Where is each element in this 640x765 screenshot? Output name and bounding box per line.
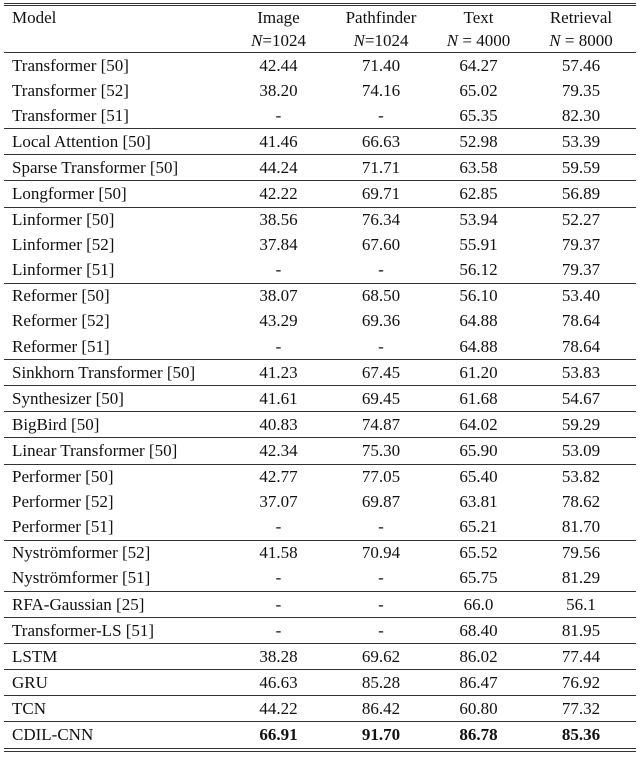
table-row xyxy=(4,515,636,541)
n-symbol: N xyxy=(549,30,561,50)
pathfinder-cell: 77.05 xyxy=(361,467,401,487)
retrieval-cell: 53.83 xyxy=(526,360,636,386)
retrieval-cell: 78.62 xyxy=(561,492,601,512)
row-group xyxy=(4,438,636,464)
n-value: = 4000 xyxy=(458,30,511,50)
retrieval-cell: 79.56 xyxy=(561,543,601,563)
pathfinder-cell: - xyxy=(331,566,431,592)
table-row xyxy=(4,181,636,207)
row-group xyxy=(4,129,636,155)
image-cell: 66.91 xyxy=(226,722,331,750)
model-cell: CDIL-CNN xyxy=(4,722,226,750)
image-cell: - xyxy=(226,258,331,284)
pathfinder-cell: 69.71 xyxy=(331,181,431,207)
image-cell: 41.23 xyxy=(226,360,331,386)
header-retrieval-n xyxy=(526,29,636,53)
image-cell: 38.07 xyxy=(259,286,298,306)
retrieval-cell: 56.89 xyxy=(526,181,636,207)
header-retrieval: Retrieval xyxy=(549,7,613,27)
pathfinder-cell: 71.40 xyxy=(361,55,401,75)
model-cell: Local Attention [50] xyxy=(4,129,226,155)
text-cell: 56.12 xyxy=(431,258,526,284)
text-cell: 61.20 xyxy=(431,360,526,386)
n-symbol: N xyxy=(446,30,459,50)
retrieval-cell: 81.95 xyxy=(526,618,636,644)
model-cell: Performer [50] xyxy=(12,467,114,487)
results-table xyxy=(4,3,636,752)
text-cell: 61.68 xyxy=(431,386,526,412)
table-row xyxy=(4,155,636,181)
retrieval-cell: 79.37 xyxy=(561,235,601,255)
pathfinder-cell: - xyxy=(331,515,431,541)
pathfinder-cell: - xyxy=(331,258,431,284)
image-cell: - xyxy=(226,566,331,592)
pathfinder-cell: 74.16 xyxy=(361,80,401,100)
retrieval-cell: 77.32 xyxy=(526,696,636,722)
table-row xyxy=(4,696,636,722)
model-cell: Nyströmformer [52] xyxy=(12,543,151,563)
retrieval-cell: 79.37 xyxy=(526,258,636,284)
model-cell: Transformer [50] xyxy=(12,55,129,75)
pathfinder-cell: 66.63 xyxy=(331,129,431,155)
retrieval-cell: 78.64 xyxy=(561,311,601,331)
text-cell: 65.90 xyxy=(431,438,526,464)
model-cell: Reformer [51] xyxy=(4,334,226,360)
row-group xyxy=(4,618,636,644)
image-cell: 38.56 xyxy=(259,210,298,230)
text-cell: 64.88 xyxy=(459,311,498,331)
image-cell: - xyxy=(226,515,331,541)
text-cell: 64.27 xyxy=(459,55,498,75)
table-row xyxy=(4,283,636,309)
image-cell: 41.46 xyxy=(226,129,331,155)
image-cell: - xyxy=(226,103,331,129)
table-row xyxy=(4,78,636,103)
image-cell: 42.44 xyxy=(259,55,298,75)
model-cell: Synthesizer [50] xyxy=(4,386,226,412)
text-cell: 65.02 xyxy=(459,80,498,100)
row-group xyxy=(4,644,636,670)
table-row xyxy=(4,386,636,412)
table-row xyxy=(4,644,636,670)
table-row xyxy=(4,464,636,490)
table-row xyxy=(4,591,636,617)
pathfinder-cell: 76.34 xyxy=(361,210,401,230)
image-cell: 44.22 xyxy=(226,696,331,722)
pathfinder-cell: - xyxy=(331,618,431,644)
model-cell: RFA-Gaussian [25] xyxy=(4,591,226,617)
image-cell: 43.29 xyxy=(259,311,298,331)
header-pathfinder-n xyxy=(331,29,431,53)
text-cell: 64.88 xyxy=(431,334,526,360)
pathfinder-cell: - xyxy=(331,103,431,129)
retrieval-cell: 52.27 xyxy=(561,210,601,230)
pathfinder-cell: 69.45 xyxy=(331,386,431,412)
text-cell: 66.0 xyxy=(431,591,526,617)
text-cell: 68.40 xyxy=(431,618,526,644)
row-group xyxy=(4,207,636,283)
image-cell: 38.20 xyxy=(259,80,298,100)
model-cell: LSTM xyxy=(4,644,226,670)
text-cell: 52.98 xyxy=(431,129,526,155)
table-row xyxy=(4,670,636,696)
n-value: =1024 xyxy=(262,30,306,50)
header-image-n xyxy=(226,29,331,53)
text-cell: 60.80 xyxy=(431,696,526,722)
text-cell: 65.21 xyxy=(431,515,526,541)
retrieval-cell: 57.46 xyxy=(561,55,601,75)
table-row xyxy=(4,233,636,258)
row-group xyxy=(4,53,636,129)
text-cell: 65.52 xyxy=(459,543,498,563)
image-cell: 42.77 xyxy=(259,467,298,487)
text-cell: 63.58 xyxy=(431,155,526,181)
retrieval-cell: 82.30 xyxy=(526,103,636,129)
header-model: Model xyxy=(12,7,57,27)
table-row xyxy=(4,618,636,644)
retrieval-cell: 53.40 xyxy=(561,286,601,306)
table-row xyxy=(4,258,636,284)
text-cell: 86.02 xyxy=(431,644,526,670)
row-group xyxy=(4,181,636,207)
model-cell: Linformer [52] xyxy=(12,235,115,255)
header-blank xyxy=(4,29,226,53)
image-cell: 42.34 xyxy=(226,438,331,464)
retrieval-cell: 81.70 xyxy=(526,515,636,541)
image-cell: 41.58 xyxy=(259,543,298,563)
image-cell: 37.84 xyxy=(259,235,298,255)
image-cell: - xyxy=(226,591,331,617)
n-symbol: N xyxy=(353,30,365,50)
header-pathfinder: Pathfinder xyxy=(345,7,417,27)
retrieval-cell: 79.35 xyxy=(561,80,601,100)
retrieval-cell: 81.29 xyxy=(526,566,636,592)
model-cell: Sparse Transformer [50] xyxy=(4,155,226,181)
row-group xyxy=(4,464,636,540)
row-group xyxy=(4,591,636,617)
image-cell: 41.61 xyxy=(226,386,331,412)
image-cell: 40.83 xyxy=(226,412,331,438)
table-row xyxy=(4,360,636,386)
retrieval-cell: 77.44 xyxy=(526,644,636,670)
image-cell: 38.28 xyxy=(226,644,331,670)
row-group xyxy=(4,155,636,181)
model-cell: BigBird [50] xyxy=(4,412,226,438)
retrieval-cell: 59.29 xyxy=(526,412,636,438)
row-group xyxy=(4,670,636,696)
header-image: Image xyxy=(257,7,300,27)
table-row xyxy=(4,53,636,79)
image-cell: 46.63 xyxy=(226,670,331,696)
n-value: =1024 xyxy=(364,30,409,50)
model-cell: Transformer [52] xyxy=(12,80,129,100)
table-row xyxy=(4,103,636,129)
text-cell: 65.35 xyxy=(431,103,526,129)
pathfinder-cell: 75.30 xyxy=(331,438,431,464)
model-cell: Performer [51] xyxy=(4,515,226,541)
table-row xyxy=(4,129,636,155)
pathfinder-cell: 67.45 xyxy=(331,360,431,386)
pathfinder-cell: 69.62 xyxy=(331,644,431,670)
pathfinder-cell: 68.50 xyxy=(361,286,401,306)
retrieval-cell: 53.39 xyxy=(526,129,636,155)
pathfinder-cell: 85.28 xyxy=(331,670,431,696)
table-row xyxy=(4,412,636,438)
pathfinder-cell: - xyxy=(331,334,431,360)
row-group xyxy=(4,386,636,412)
text-cell: 64.02 xyxy=(431,412,526,438)
text-cell: 86.78 xyxy=(431,722,526,750)
retrieval-cell: 76.92 xyxy=(526,670,636,696)
model-cell: Linear Transformer [50] xyxy=(4,438,226,464)
table-row xyxy=(4,490,636,515)
retrieval-cell: 54.67 xyxy=(526,386,636,412)
image-cell: 42.22 xyxy=(226,181,331,207)
retrieval-cell: 53.09 xyxy=(526,438,636,464)
table-row xyxy=(4,722,636,750)
model-cell: Sinkhorn Transformer [50] xyxy=(4,360,226,386)
table-row xyxy=(4,309,636,334)
model-cell: Linformer [50] xyxy=(12,210,115,230)
header-text-n xyxy=(431,29,526,53)
model-cell: TCN xyxy=(4,696,226,722)
model-cell: Reformer [52] xyxy=(12,311,110,331)
image-cell: 44.24 xyxy=(226,155,331,181)
pathfinder-cell: 67.60 xyxy=(361,235,401,255)
pathfinder-cell: 91.70 xyxy=(331,722,431,750)
row-group xyxy=(4,540,636,591)
model-cell: Reformer [50] xyxy=(12,286,110,306)
text-cell: 86.47 xyxy=(431,670,526,696)
row-group xyxy=(4,722,636,750)
pathfinder-cell: 70.94 xyxy=(361,543,401,563)
retrieval-cell: 59.59 xyxy=(526,155,636,181)
row-group xyxy=(4,412,636,438)
text-cell: 53.94 xyxy=(459,210,498,230)
text-cell: 55.91 xyxy=(459,235,498,255)
text-cell: 65.40 xyxy=(459,467,498,487)
retrieval-cell: 78.64 xyxy=(526,334,636,360)
model-cell: Transformer-LS [51] xyxy=(4,618,226,644)
model-cell: Linformer [51] xyxy=(4,258,226,284)
pathfinder-cell: 71.71 xyxy=(331,155,431,181)
table-row xyxy=(4,540,636,566)
text-cell: 62.85 xyxy=(431,181,526,207)
pathfinder-cell: 69.87 xyxy=(361,492,401,512)
table-row xyxy=(4,566,636,592)
model-cell: Longformer [50] xyxy=(4,181,226,207)
text-cell: 56.10 xyxy=(459,286,498,306)
pathfinder-cell: - xyxy=(331,591,431,617)
text-cell: 65.75 xyxy=(431,566,526,592)
n-symbol: N xyxy=(251,30,263,50)
retrieval-cell: 56.1 xyxy=(526,591,636,617)
pathfinder-cell: 86.42 xyxy=(331,696,431,722)
retrieval-cell: 53.82 xyxy=(561,467,601,487)
header-text: Text xyxy=(463,7,494,27)
model-cell: Transformer [51] xyxy=(4,103,226,129)
image-cell: - xyxy=(226,334,331,360)
row-group xyxy=(4,696,636,722)
table-row xyxy=(4,207,636,233)
table-row xyxy=(4,334,636,360)
row-group xyxy=(4,283,636,359)
image-cell: - xyxy=(226,618,331,644)
model-cell: Nyströmformer [51] xyxy=(4,566,226,592)
pathfinder-cell: 69.36 xyxy=(361,311,401,331)
pathfinder-cell: 74.87 xyxy=(331,412,431,438)
n-value: = 8000 xyxy=(560,30,613,50)
image-cell: 37.07 xyxy=(259,492,298,512)
retrieval-cell: 85.36 xyxy=(526,722,636,750)
row-group xyxy=(4,360,636,386)
table-row xyxy=(4,438,636,464)
text-cell: 63.81 xyxy=(459,492,498,512)
model-cell: GRU xyxy=(4,670,226,696)
model-cell: Performer [52] xyxy=(12,492,114,512)
